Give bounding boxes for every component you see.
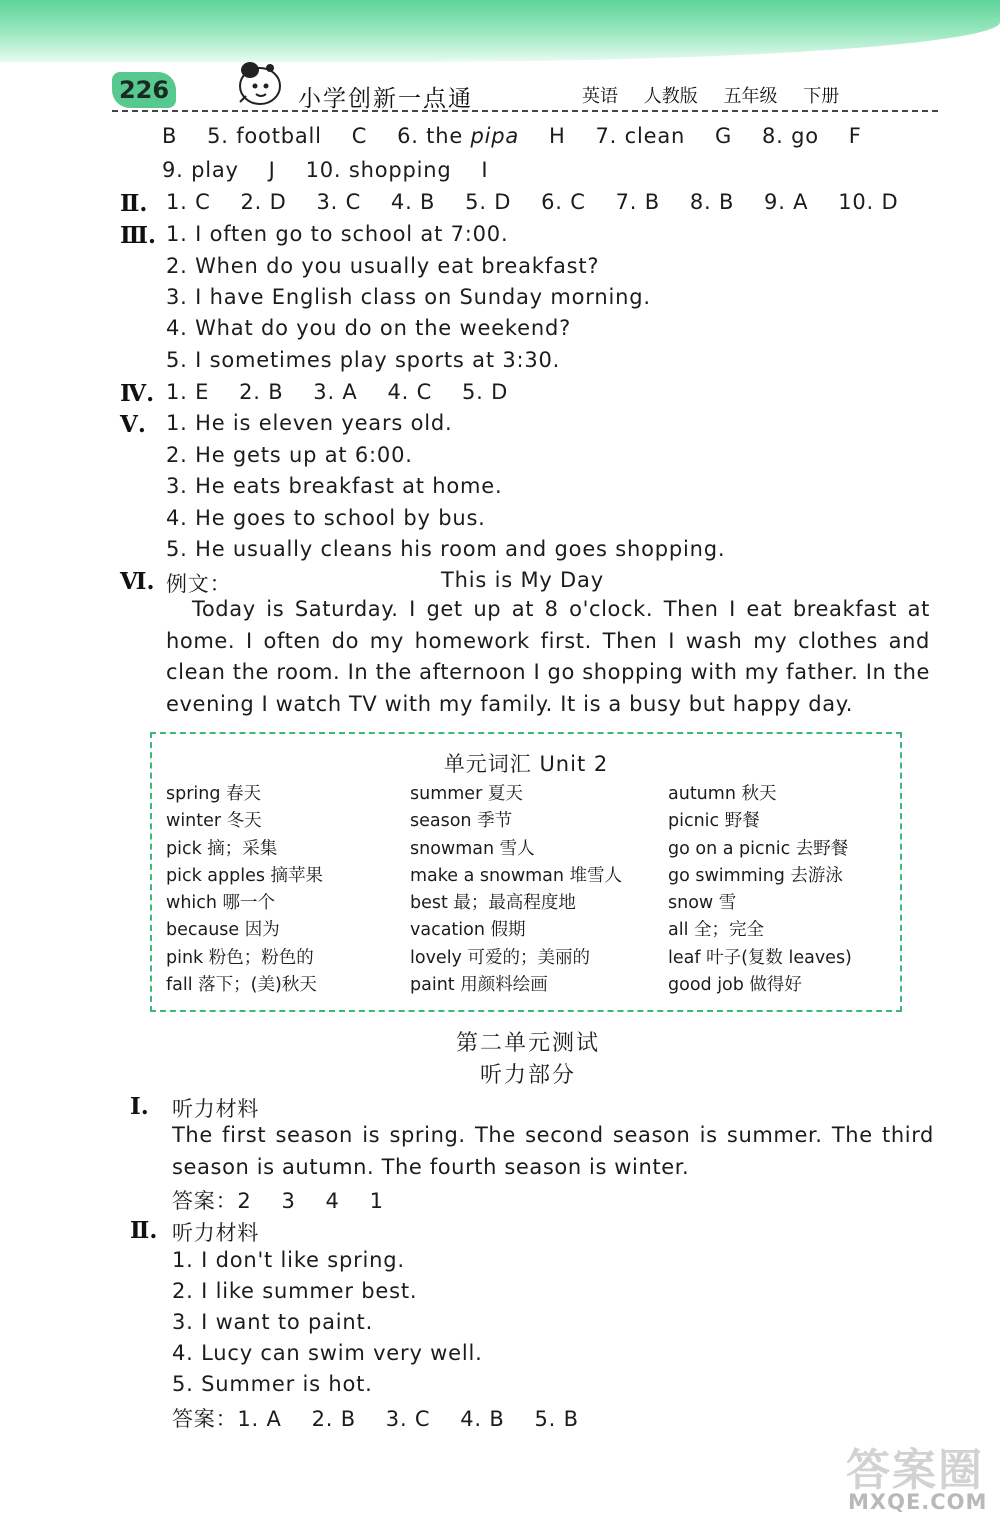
page-number: 226 — [112, 72, 176, 108]
listening-label: 听力材料 — [172, 1221, 260, 1245]
sentence-line: 1. I often go to school at 7:00. — [166, 222, 509, 246]
vocab-item: which 哪一个 — [166, 893, 276, 914]
test-subtitle: 听力部分 — [479, 1063, 576, 1088]
sentence-line: 4. He goes to school by bus. — [166, 506, 486, 530]
watermark-site: MXQE.COM — [848, 1490, 988, 1514]
vocab-item: all 全；完全 — [668, 920, 765, 941]
section-numeral: Ⅱ. — [120, 190, 148, 217]
vocab-item: pick 摘；采集 — [166, 838, 278, 859]
sentence-line: 2. When do you usually eat breakfast? — [166, 254, 600, 278]
answer-line: 1. E 2. B 3. A 4. C 5. D — [166, 380, 509, 404]
sentence-line: 5. He usually cleans his room and goes shopping. — [166, 537, 726, 561]
answer-line: 1. C 2. D 3. C 4. B 5. D 6. C 7. B 8. B 9. A 10. D — [166, 190, 899, 214]
section-numeral: Ⅲ. — [120, 222, 157, 249]
vocab-item: fall 落下；(美)秋天 — [166, 975, 317, 996]
vocab-item: pink 粉色；粉色的 — [166, 947, 314, 968]
vocab-item: winter 冬天 — [166, 811, 262, 832]
sentence-line: 2. He gets up at 6:00. — [166, 443, 413, 467]
vocab-title: 单元词汇 Unit 2 — [443, 752, 609, 776]
sentence-line: 2. I like summer best. — [172, 1279, 418, 1303]
answer-line: 答案：1. A 2. B 3. C 4. B 5. B — [172, 1407, 579, 1431]
vocab-item: summer 夏天 — [410, 784, 523, 804]
sentence-line: 1. I don't like spring. — [172, 1248, 405, 1272]
section-numeral: Ⅰ. — [130, 1093, 149, 1120]
vocab-item: snow 雪 — [668, 893, 737, 914]
vocab-item: vacation 假期 — [410, 920, 526, 941]
header-divider — [112, 110, 938, 112]
vocab-item: because 因为 — [166, 920, 280, 941]
listening-label: 听力材料 — [172, 1097, 260, 1121]
vocab-item: picnic 野餐 — [668, 811, 760, 832]
answer-line: 9. play J 10. shopping I — [162, 158, 489, 182]
sentence-line: 4. What do you do on the weekend? — [166, 316, 572, 340]
subject-label: 英语 — [582, 86, 618, 107]
sentence-line: 3. I have English class on Sunday morning. — [166, 285, 651, 309]
example-label: 例文： — [166, 572, 232, 596]
sentence-line: 4. Lucy can swim very well. — [172, 1341, 483, 1365]
book-title: 小学创新一点通 — [298, 86, 473, 112]
book-meta — [582, 82, 859, 108]
answer-line — [162, 124, 862, 148]
vocab-item: good job 做得好 — [668, 975, 802, 996]
section-numeral: Ⅳ. — [120, 380, 155, 407]
vocab-item: best 最；最高程度地 — [410, 893, 576, 914]
vocab-column — [166, 780, 323, 998]
sentence-line: 1. He is eleven years old. — [166, 411, 453, 435]
watermark-logo: 答案圈 — [846, 1445, 984, 1496]
answer-text: B 5. football C 6. the — [162, 124, 471, 148]
sentence-line: 5. I sometimes play sports at 3:30. — [166, 348, 561, 372]
vocab-item: leaf 叶子(复数 leaves) — [668, 947, 852, 968]
sentence-line: 3. He eats breakfast at home. — [166, 474, 503, 498]
vocab-item: go on a picnic 去野餐 — [668, 838, 849, 859]
vocab-item: spring 春天 — [166, 784, 262, 804]
vocab-column — [668, 780, 852, 998]
vocab-item: lovely 可爱的；美丽的 — [410, 947, 590, 968]
test-title: 第二单元测试 — [455, 1031, 600, 1056]
edition-label: 人教版 — [643, 86, 698, 107]
answer-text: H 7. clean G 8. go F — [519, 124, 862, 148]
section-numeral: Ⅴ. — [120, 411, 146, 438]
volume-label: 下册 — [803, 86, 840, 107]
mascot-icon — [230, 56, 288, 110]
vocab-column — [410, 780, 622, 998]
vocab-item: snowman 雪人 — [410, 838, 535, 859]
vocab-item: go swimming 去游泳 — [668, 865, 843, 886]
grade-label: 五年级 — [723, 86, 778, 107]
vocab-item: paint 用颜料绘画 — [410, 975, 548, 996]
vocab-item: autumn 秋天 — [668, 784, 777, 804]
vocab-box — [150, 732, 902, 1012]
header-band — [0, 0, 1000, 62]
sentence-line: 5. Summer is hot. — [172, 1372, 373, 1396]
essay-title: This is My Day — [441, 568, 604, 592]
essay-paragraph: Today is Saturday. I get up at 8 o'clock. Then I eat breakfast at home. I often do my homework first. Then I wash my clothes and clean the room. In the afternoon I go shopping with my father. In the evening I watch TV with my family. It is a busy but happy day. — [166, 597, 930, 716]
section-numeral: Ⅵ. — [120, 568, 155, 595]
listening-paragraph: The first season is spring. The second season is summer. The third season is autumn. The fourth season is winter. — [172, 1123, 934, 1179]
vocab-item: make a snowman 堆雪人 — [410, 865, 623, 886]
vocab-item: season 季节 — [410, 811, 513, 832]
vocab-item: pick apples 摘苹果 — [166, 865, 324, 886]
answer-line: 答案：2 3 4 1 — [172, 1189, 384, 1213]
answer-italic: pipa — [470, 124, 520, 148]
sentence-line: 3. I want to paint. — [172, 1310, 374, 1334]
section-numeral: Ⅱ. — [130, 1217, 158, 1244]
